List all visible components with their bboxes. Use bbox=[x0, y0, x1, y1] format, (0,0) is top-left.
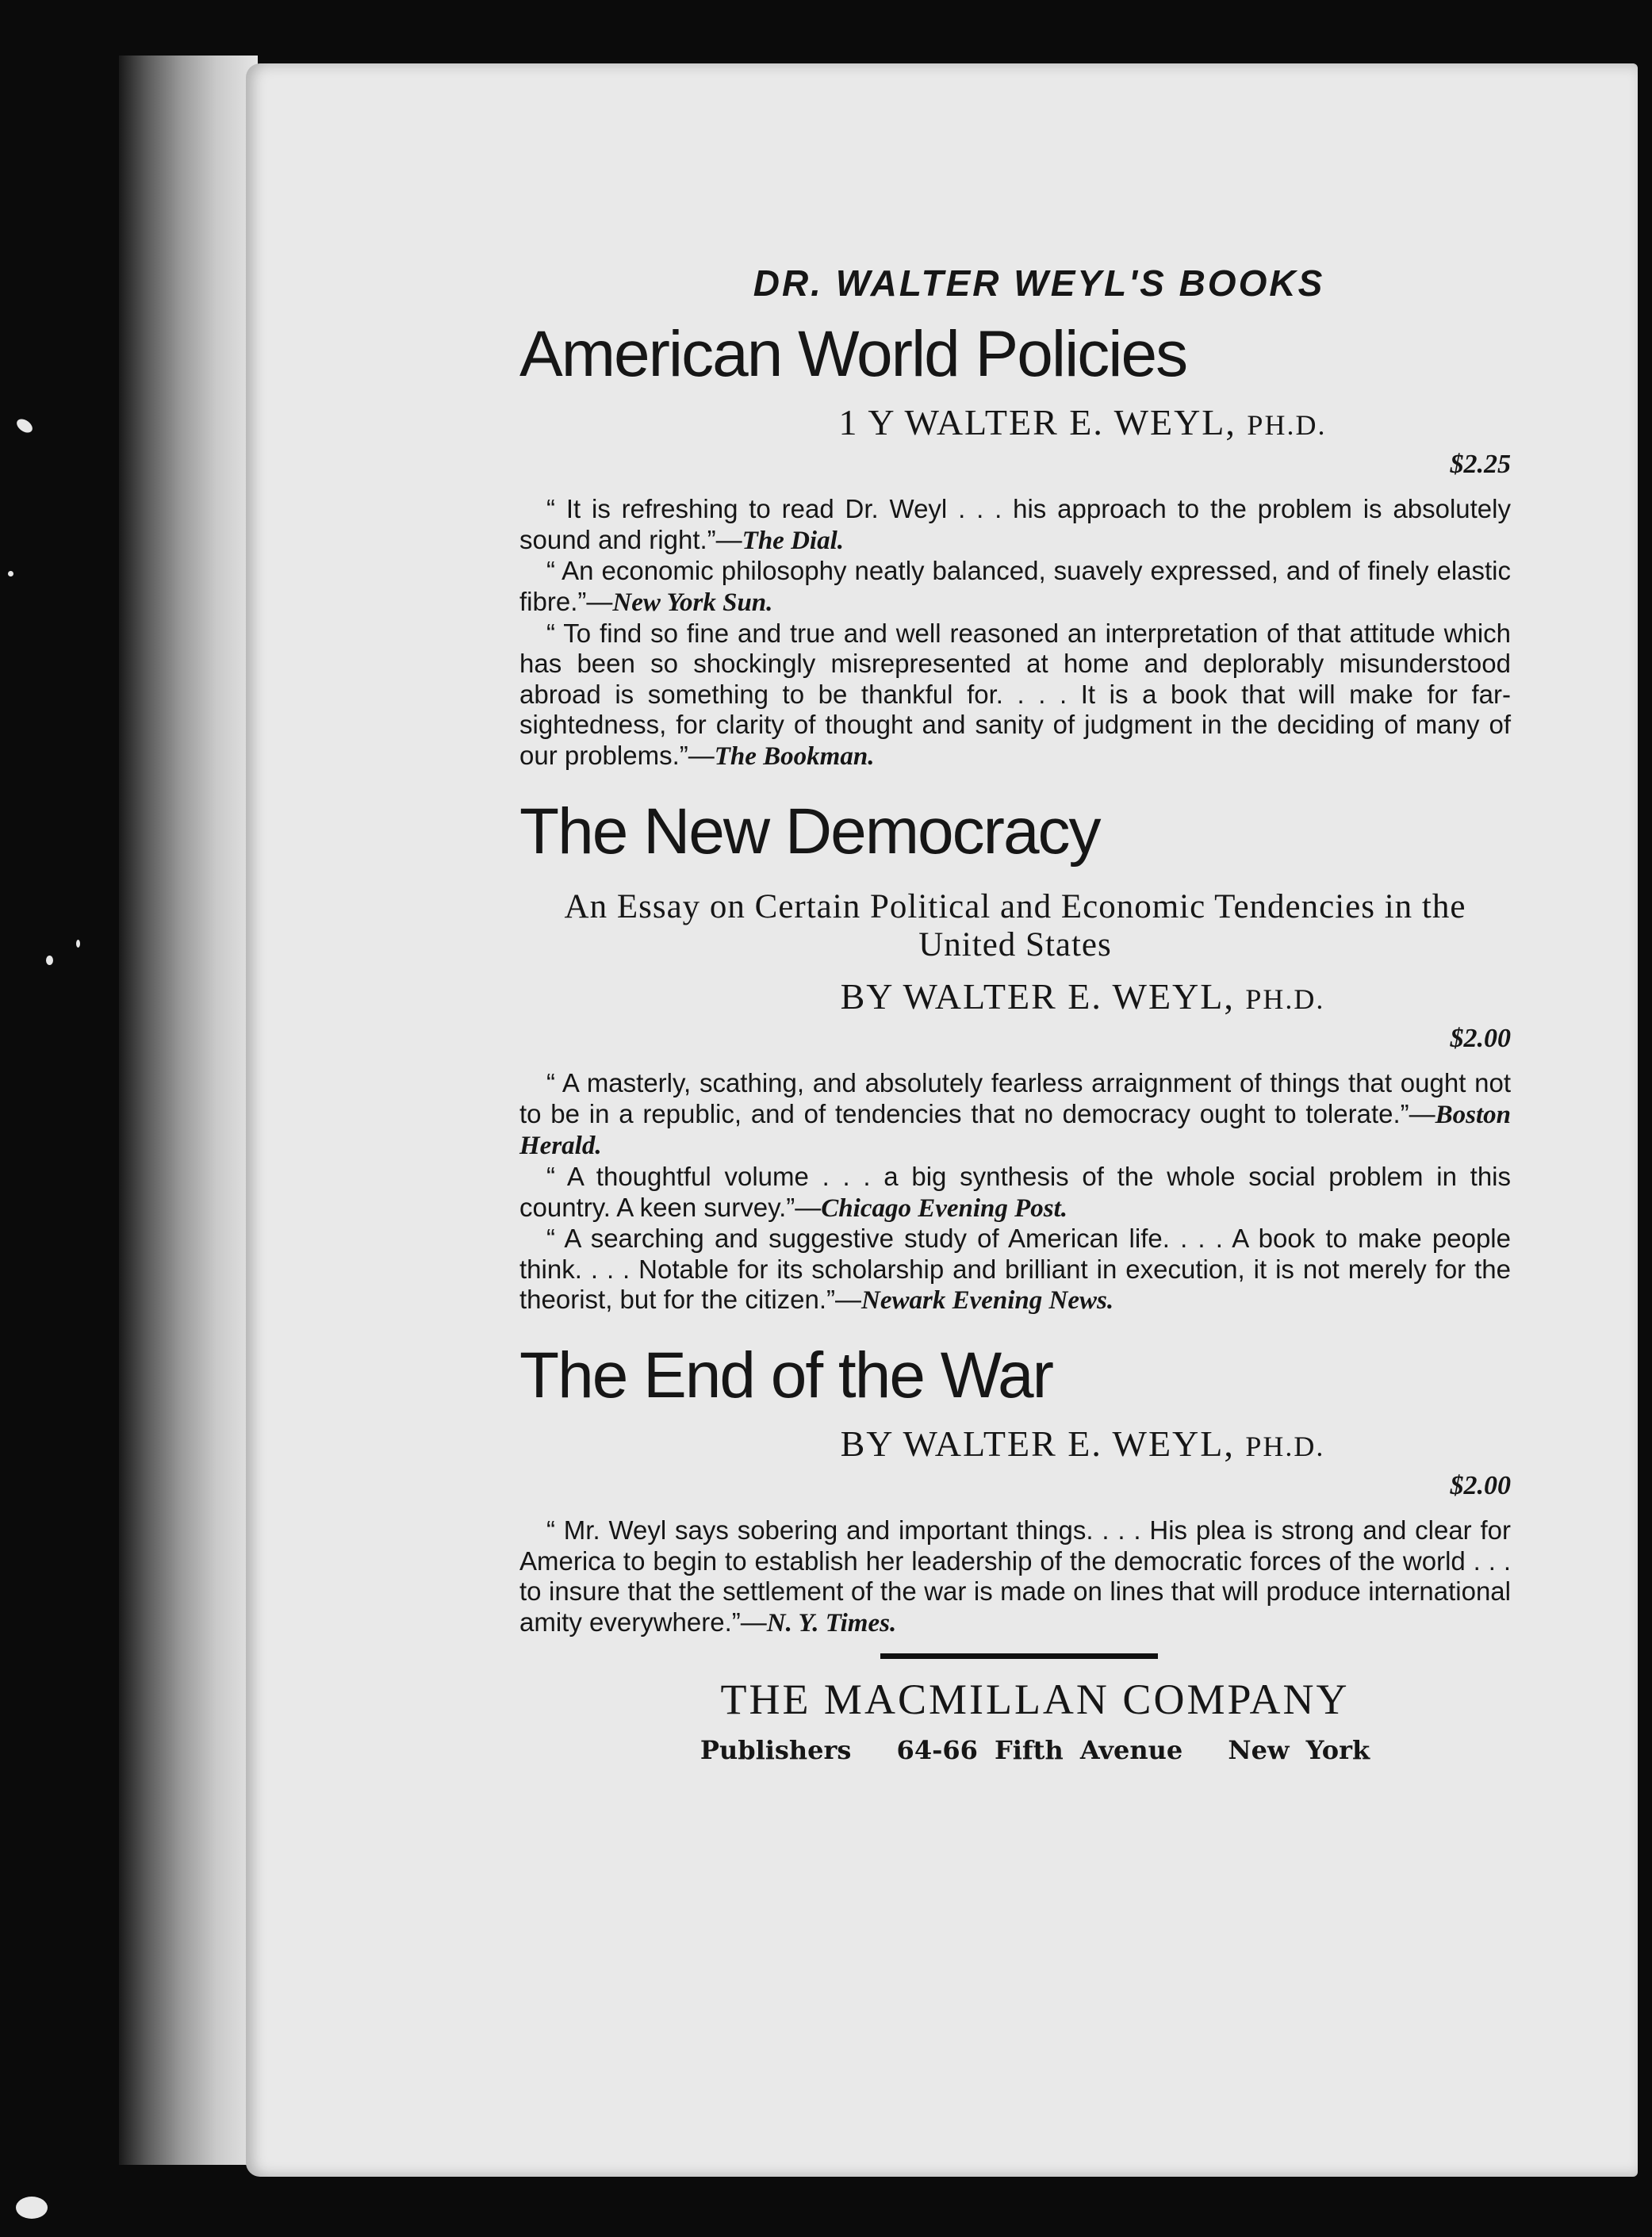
book-title: American World Policies bbox=[519, 318, 1187, 390]
book-subtitle: An Essay on Certain Political and Economic Tendencies in the United States bbox=[564, 887, 1466, 964]
quote-text: “ It is refreshing to read Dr. Weyl . . . his approach to the problem is absolutely sound and right.”— bbox=[519, 494, 1511, 554]
byline-by: BY bbox=[840, 976, 893, 1017]
byline-author: WALTER E. WEYL, bbox=[903, 1423, 1246, 1465]
quote-source: Newark Evening News. bbox=[861, 1286, 1114, 1316]
byline bbox=[519, 1423, 1511, 1465]
quote-source: New York Sun. bbox=[612, 588, 773, 618]
dust-speck bbox=[8, 571, 13, 576]
byline bbox=[519, 975, 1511, 1017]
book-title: The New Democracy bbox=[519, 795, 1100, 868]
quote-text: “ A masterly, scathing, and absolutely fearless arraignment of things that ought not to be in a republic, and of tendencies that no democracy ought to tolerate.”— bbox=[519, 1068, 1511, 1128]
dust-speck bbox=[14, 416, 35, 435]
quote-source: Chicago Evening Post. bbox=[821, 1193, 1068, 1223]
publisher-name: THE MACMILLAN COMPANY bbox=[720, 1675, 1350, 1723]
quote-text: “ Mr. Weyl says sobering and important things. . . . His plea is strong and clear for America to begin to establish her leadership of the democratic forces of the world . . . to insure that the settlement of the war is made on lines that will produce international amity everywhere.”— bbox=[519, 1515, 1511, 1638]
byline-degree: PH.D. bbox=[1247, 409, 1327, 442]
quote-source: N. Y. Times. bbox=[766, 1609, 897, 1638]
review-quote bbox=[519, 556, 1511, 618]
byline-author: WALTER E. WEYL, bbox=[903, 976, 1246, 1017]
quote-text: “ To find so fine and true and well reasoned an interpretation of that attitude which has been so shockingly misrepresented at home and deplorably misunderstood abroad is something to be thankful for. . . . It is a book that will make for far-sightedness, for clarity of thought and sanity of judgment in the deciding of many of our problems.”— bbox=[519, 618, 1511, 771]
price: $2.00 bbox=[1450, 1024, 1511, 1054]
review-quote bbox=[519, 1224, 1511, 1316]
dust-speck bbox=[16, 2197, 48, 2219]
quote-text: “ A searching and suggestive study of American life. . . . A book to make people think. . . . Notable for its scholarship and brilliant in execution, it is not merely for the theorist, but for the citizen.”— bbox=[519, 1224, 1511, 1315]
byline-degree: PH.D. bbox=[1245, 983, 1325, 1016]
quote-source: Boston Herald. bbox=[519, 1100, 1511, 1161]
book-title: The End of the War bbox=[519, 1339, 1052, 1412]
book-the-new-democracy bbox=[519, 796, 1511, 1316]
review-quote bbox=[519, 619, 1511, 772]
price: $2.25 bbox=[1450, 450, 1511, 480]
byline-degree: PH.D. bbox=[1245, 1431, 1325, 1463]
review-quote bbox=[519, 1068, 1511, 1162]
publisher-imprint bbox=[519, 1735, 1511, 1765]
byline-by: 1 Y bbox=[838, 402, 895, 443]
byline-by: BY bbox=[840, 1423, 893, 1465]
publisher-address: 64-66 Fifth Avenue bbox=[896, 1734, 1183, 1765]
quote-source: The Dial. bbox=[742, 526, 844, 555]
dust-speck bbox=[76, 940, 80, 948]
book-the-end-of-the-war bbox=[519, 1340, 1511, 1639]
book-american-world-policies bbox=[519, 319, 1511, 772]
quote-source: The Bookman. bbox=[714, 742, 875, 772]
price: $2.00 bbox=[1450, 1471, 1511, 1501]
series-heading: DR. WALTER WEYL'S BOOKS bbox=[753, 262, 1325, 304]
quote-text: “ A thoughtful volume . . . a big synthesis of the whole social problem in this country. A keen survey.”— bbox=[519, 1162, 1511, 1222]
divider-rule bbox=[880, 1653, 1158, 1659]
review-quote bbox=[519, 1162, 1511, 1224]
byline bbox=[519, 401, 1511, 443]
advertisement-content bbox=[519, 262, 1511, 1765]
dust-speck bbox=[46, 956, 53, 965]
page-edges bbox=[119, 56, 258, 2165]
review-quote bbox=[519, 1515, 1511, 1638]
quote-text: “ An economic philosophy neatly balanced, suavely expressed, and of finely elastic fibre.”— bbox=[519, 556, 1511, 617]
byline-author: WALTER E. WEYL, bbox=[904, 402, 1248, 443]
review-quote bbox=[519, 494, 1511, 556]
publisher-label: Publishers bbox=[700, 1734, 852, 1765]
publisher-city: New York bbox=[1228, 1734, 1370, 1765]
